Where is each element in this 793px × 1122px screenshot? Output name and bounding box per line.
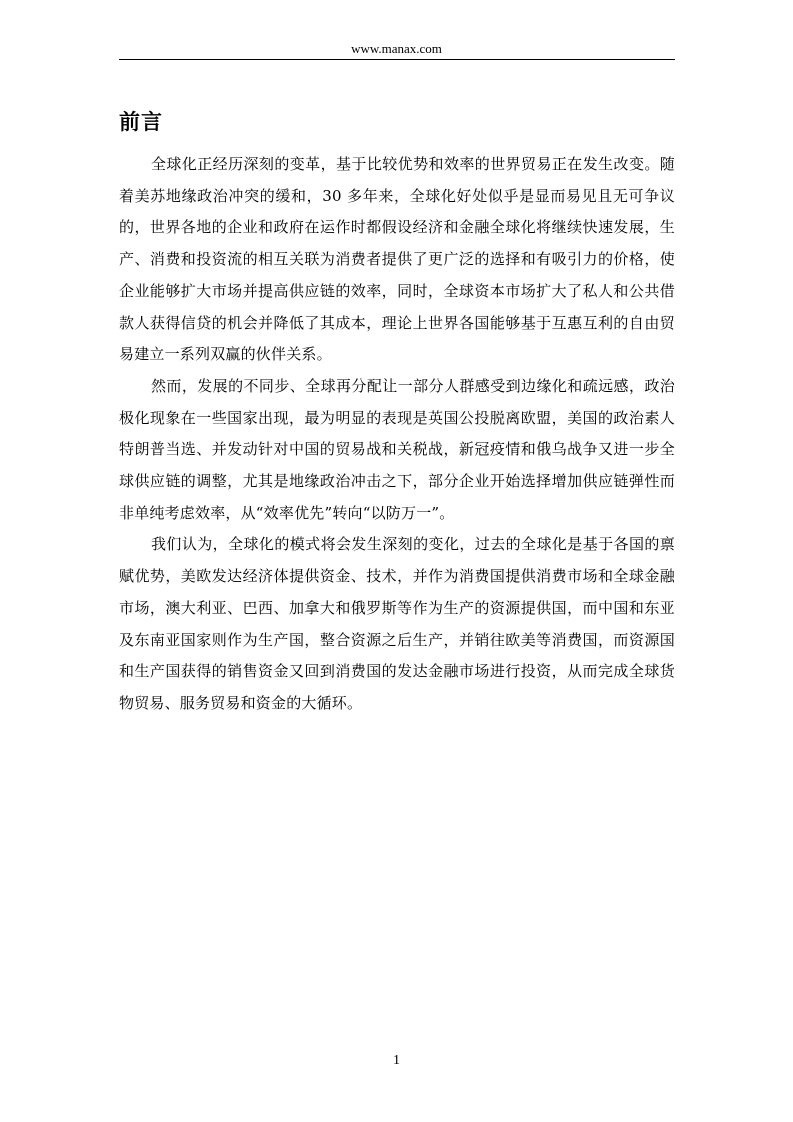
body-text bbox=[119, 149, 675, 720]
page-number: 1 bbox=[393, 1053, 400, 1068]
header-divider bbox=[119, 59, 675, 60]
header-url: www.manax.com bbox=[351, 41, 442, 56]
paragraph-3: 我们认为，全球化的模式将会发生深刻的变化，过去的全球化是基于各国的禀赋优势，美欧发达经济体提供资金、技术，并作为消费国提供消费市场和全球金融市场，澳大利亚、巴西、加拿大和俄罗斯等作为生产的资源提供国，而中国和东亚及东南亚国家则作为生产国，整合资源之后生产，并销往欧美等消费国，而资源国和生产国获得的销售资金又回到消费国的发达金融市场进行投资，从而完成全球货物贸易、服务贸易和资金的大循环。 bbox=[119, 535, 675, 712]
paragraph-2: 然而，发展的不同步、全球再分配让一部分人群感受到边缘化和疏远感，政治极化现象在一些国家出现，最为明显的表现是英国公投脱离欧盟，美国的政治素人特朗普当选、并发动针对中国的贸易战和关税战，新冠疫情和俄乌战争又进一步全球供应链的调整，尤其是地缘政治冲击之下，部分企业开始选择增加供应链弹性而非单纯考虑效率，从“效率优先”转向“以防万一”。 bbox=[119, 376, 675, 522]
paragraph-1: 全球化正经历深刻的变革，基于比较优势和效率的世界贸易正在发生改变。随着美苏地缘政治冲突的缓和，30 多年来，全球化好处似乎是显而易见且无可争议的，世界各地的企业和政府在运作时都假设经济和金融全球化将继续快速发展，生产、消费和投资流的相互关联为消费者提供了更广泛的选择和有吸引力的价格，使企业能够扩大市场并提高供应链的效率，同时，全球资本市场扩大了私人和公共借款人获得信贷的机会并降低了其成本，理论上世界各国能够基于互惠互利的自由贸易建立一系列双赢的伙伴关系。 bbox=[119, 155, 675, 364]
section-title: 前言 bbox=[119, 109, 163, 134]
